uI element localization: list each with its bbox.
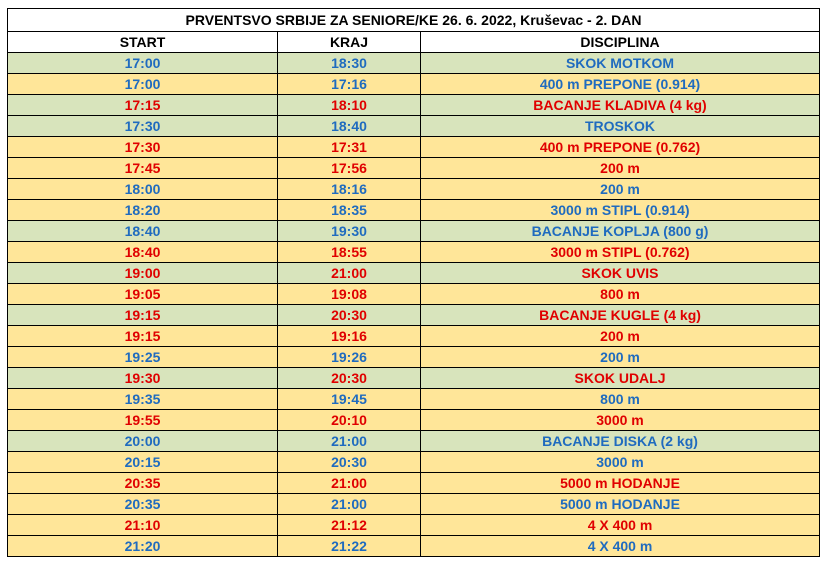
disciplina-cell: 3000 m STIPL (0.914) bbox=[421, 200, 820, 221]
disciplina-cell: SKOK UVIS bbox=[421, 263, 820, 284]
kraj-cell: 19:26 bbox=[278, 347, 421, 368]
kraj-cell: 17:16 bbox=[278, 74, 421, 95]
table-row bbox=[8, 158, 820, 179]
table-row bbox=[8, 116, 820, 137]
kraj-cell: 20:30 bbox=[278, 305, 421, 326]
table-title: PRVENTSVO SRBIJE ZA SENIORE/KE 26. 6. 2022, Kruševac - 2. DAN bbox=[8, 9, 820, 32]
kraj-cell: 21:22 bbox=[278, 536, 421, 557]
table-row bbox=[8, 431, 820, 452]
disciplina-cell: 4 X 400 m bbox=[421, 515, 820, 536]
table-row bbox=[8, 95, 820, 116]
start-cell: 19:55 bbox=[8, 410, 278, 431]
start-cell: 17:30 bbox=[8, 137, 278, 158]
table-row bbox=[8, 389, 820, 410]
start-cell: 17:30 bbox=[8, 116, 278, 137]
table-row bbox=[8, 74, 820, 95]
disciplina-cell: 5000 m HODANJE bbox=[421, 494, 820, 515]
disciplina-cell: 800 m bbox=[421, 389, 820, 410]
start-cell: 19:15 bbox=[8, 305, 278, 326]
kraj-cell: 20:10 bbox=[278, 410, 421, 431]
kraj-cell: 20:30 bbox=[278, 452, 421, 473]
disciplina-cell: 200 m bbox=[421, 158, 820, 179]
table-row bbox=[8, 284, 820, 305]
kraj-cell: 18:35 bbox=[278, 200, 421, 221]
table-row bbox=[8, 368, 820, 389]
start-cell: 20:00 bbox=[8, 431, 278, 452]
kraj-cell: 19:16 bbox=[278, 326, 421, 347]
header-disciplina: DISCIPLINA bbox=[421, 32, 820, 53]
kraj-cell: 18:16 bbox=[278, 179, 421, 200]
table-row bbox=[8, 473, 820, 494]
start-cell: 17:00 bbox=[8, 53, 278, 74]
start-cell: 19:15 bbox=[8, 326, 278, 347]
start-cell: 20:35 bbox=[8, 473, 278, 494]
title-row bbox=[8, 9, 820, 32]
start-cell: 20:15 bbox=[8, 452, 278, 473]
start-cell: 18:40 bbox=[8, 221, 278, 242]
kraj-cell: 21:00 bbox=[278, 473, 421, 494]
start-cell: 19:25 bbox=[8, 347, 278, 368]
disciplina-cell: SKOK MOTKOM bbox=[421, 53, 820, 74]
kraj-cell: 18:55 bbox=[278, 242, 421, 263]
disciplina-cell: 200 m bbox=[421, 179, 820, 200]
disciplina-cell: 3000 m STIPL (0.762) bbox=[421, 242, 820, 263]
start-cell: 18:20 bbox=[8, 200, 278, 221]
table-row bbox=[8, 305, 820, 326]
start-cell: 18:00 bbox=[8, 179, 278, 200]
kraj-cell: 21:12 bbox=[278, 515, 421, 536]
disciplina-cell: 5000 m HODANJE bbox=[421, 473, 820, 494]
table-row bbox=[8, 221, 820, 242]
start-cell: 20:35 bbox=[8, 494, 278, 515]
table-row bbox=[8, 536, 820, 557]
kraj-cell: 19:08 bbox=[278, 284, 421, 305]
schedule-body bbox=[8, 53, 820, 557]
table-row bbox=[8, 326, 820, 347]
disciplina-cell: 200 m bbox=[421, 347, 820, 368]
table-row bbox=[8, 200, 820, 221]
table-row bbox=[8, 137, 820, 158]
start-cell: 19:05 bbox=[8, 284, 278, 305]
kraj-cell: 20:30 bbox=[278, 368, 421, 389]
start-cell: 21:10 bbox=[8, 515, 278, 536]
disciplina-cell: 400 m PREPONE (0.762) bbox=[421, 137, 820, 158]
disciplina-cell: 200 m bbox=[421, 326, 820, 347]
table-row bbox=[8, 452, 820, 473]
table-row bbox=[8, 263, 820, 284]
start-cell: 18:40 bbox=[8, 242, 278, 263]
table-row bbox=[8, 179, 820, 200]
table-row bbox=[8, 53, 820, 74]
start-cell: 17:45 bbox=[8, 158, 278, 179]
disciplina-cell: BACANJE KUGLE (4 kg) bbox=[421, 305, 820, 326]
disciplina-cell: 400 m PREPONE (0.914) bbox=[421, 74, 820, 95]
disciplina-cell: 800 m bbox=[421, 284, 820, 305]
disciplina-cell: BACANJE KOPLJA (800 g) bbox=[421, 221, 820, 242]
disciplina-cell: 4 X 400 m bbox=[421, 536, 820, 557]
table-row bbox=[8, 515, 820, 536]
start-cell: 21:20 bbox=[8, 536, 278, 557]
schedule-sheet bbox=[7, 8, 819, 557]
table-row bbox=[8, 494, 820, 515]
kraj-cell: 18:30 bbox=[278, 53, 421, 74]
start-cell: 19:35 bbox=[8, 389, 278, 410]
disciplina-cell: 3000 m bbox=[421, 410, 820, 431]
table-row bbox=[8, 410, 820, 431]
kraj-cell: 18:10 bbox=[278, 95, 421, 116]
start-cell: 17:15 bbox=[8, 95, 278, 116]
disciplina-cell: SKOK UDALJ bbox=[421, 368, 820, 389]
start-cell: 19:30 bbox=[8, 368, 278, 389]
disciplina-cell: TROSKOK bbox=[421, 116, 820, 137]
kraj-cell: 21:00 bbox=[278, 431, 421, 452]
disciplina-cell: BACANJE KLADIVA (4 kg) bbox=[421, 95, 820, 116]
table-row bbox=[8, 242, 820, 263]
start-cell: 19:00 bbox=[8, 263, 278, 284]
kraj-cell: 19:45 bbox=[278, 389, 421, 410]
disciplina-cell: 3000 m bbox=[421, 452, 820, 473]
disciplina-cell: BACANJE DISKA (2 kg) bbox=[421, 431, 820, 452]
kraj-cell: 17:31 bbox=[278, 137, 421, 158]
start-cell: 17:00 bbox=[8, 74, 278, 95]
kraj-cell: 19:30 bbox=[278, 221, 421, 242]
kraj-cell: 21:00 bbox=[278, 263, 421, 284]
header-kraj: KRAJ bbox=[278, 32, 421, 53]
schedule-table bbox=[7, 8, 820, 557]
kraj-cell: 17:56 bbox=[278, 158, 421, 179]
header-start: START bbox=[8, 32, 278, 53]
kraj-cell: 18:40 bbox=[278, 116, 421, 137]
header-row bbox=[8, 32, 820, 53]
table-row bbox=[8, 347, 820, 368]
kraj-cell: 21:00 bbox=[278, 494, 421, 515]
